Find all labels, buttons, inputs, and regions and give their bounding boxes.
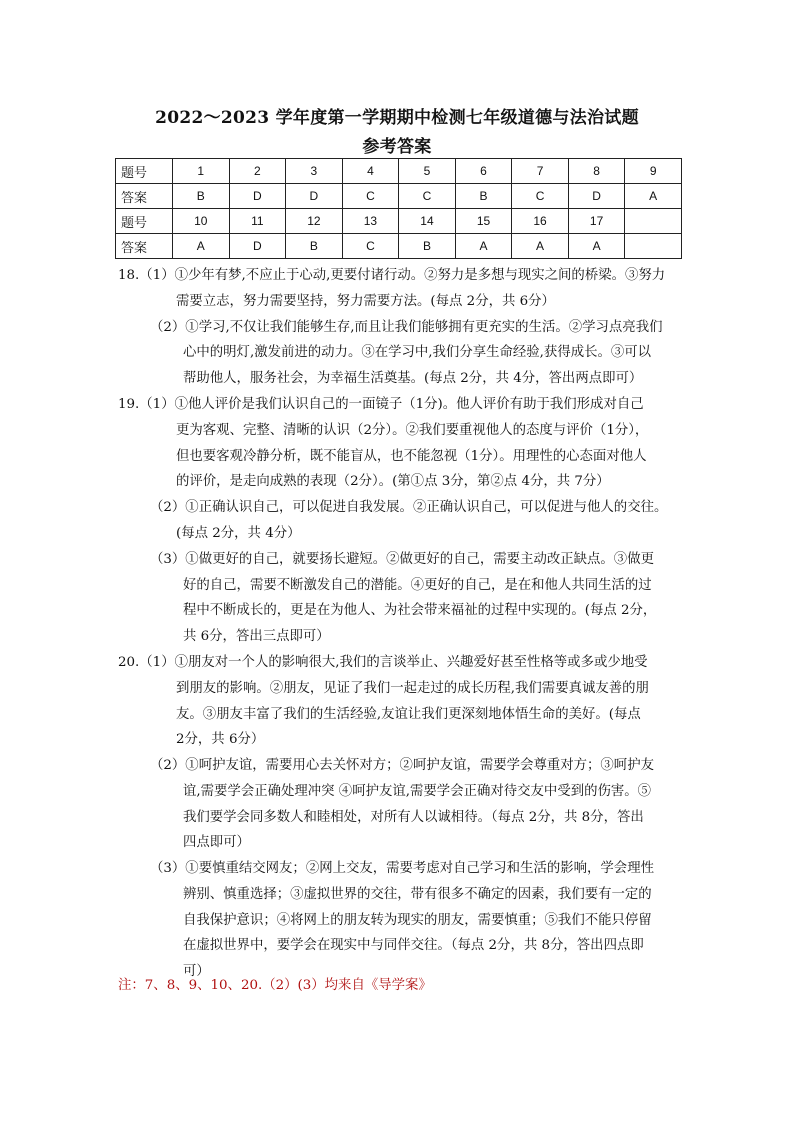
table-cell: B <box>286 234 343 259</box>
table-cell: 1 <box>173 159 230 184</box>
table-cell: D <box>286 184 343 209</box>
answer-line: 帮助他人，服务社会，为幸福生活奠基。(每点 2分，共 4分，答出两点即可） <box>183 371 643 386</box>
answer-line: (每点 2分，共 4分） <box>176 526 301 541</box>
answer-line: （3）①要慎重结交网友；②网上交友，需要考虑对自己学习和生活的影响，学会理性 <box>150 861 654 876</box>
table-cell: 14 <box>399 209 456 234</box>
table-cell: 11 <box>229 209 286 234</box>
table-cell: D <box>229 234 286 259</box>
table-cell: A <box>173 234 230 259</box>
answer-line: 在虚拟世界中，要学会在现实中与同伴交往。（每点 2分，共 8分，答出四点即 <box>183 938 644 953</box>
table-cell: 15 <box>455 209 512 234</box>
table-cell: C <box>342 184 399 209</box>
page-title: 2022～2023 学年度第一学期期中检测七年级道德与法治试题 <box>155 108 639 128</box>
table-cell: 5 <box>399 159 456 184</box>
table-cell: C <box>399 184 456 209</box>
table-row <box>116 234 682 259</box>
answer-line: （2）①学习,不仅让我们能够生存,而且让我们能够拥有更充实的生活。②学习点亮我们 <box>150 320 663 335</box>
table-cell: C <box>342 234 399 259</box>
table-row <box>116 184 682 209</box>
answer-line: 但也要客观冷静分析，既不能盲从，也不能忽视（1分）。用理性的心态面对他人 <box>176 449 647 464</box>
table-cell: 7 <box>512 159 569 184</box>
answer-line: 我们要学会同多数人和睦相处，对所有人以诚相待。（每点 2分，共 8分，答出 <box>183 810 644 825</box>
row-header-cell: 答案 <box>116 184 173 209</box>
table-row <box>116 159 682 184</box>
table-cell: D <box>229 184 286 209</box>
answer-line: 好的自己，需要不断激发自己的潜能。④更好的自己，是在和他人共同生活的过 <box>183 578 652 593</box>
row-header-cell: 答案 <box>116 234 173 259</box>
answer-line: 共 6分，答出三点即可） <box>183 629 330 644</box>
table-cell: B <box>455 184 512 209</box>
answer-line: 友。③朋友丰富了我们的生活经验,友谊让我们更深刻地体悟生命的美好。(每点 <box>176 707 641 722</box>
answer-line: 18.（1）①少年有梦,不应止于心动,更要付诸行动。②努力是多想与现实之间的桥梁。③努力 <box>118 268 666 283</box>
row-header-cell: 题号 <box>116 209 173 234</box>
table-cell: 8 <box>568 159 625 184</box>
table-cell: A <box>455 234 512 259</box>
answer-line: 更为客观、完整、清晰的认识（2分）。②我们要重视他人的态度与评价（1分）， <box>176 423 649 438</box>
table-cell: A <box>568 234 625 259</box>
row-header-cell: 题号 <box>116 159 173 184</box>
answer-line: 辨别、慎重选择；③虚拟世界的交往，带有很多不确定的因素，我们要有一定的 <box>183 887 652 902</box>
answer-line: 程中不断成长的，更是在为他人、为社会带来福祉的过程中实现的。(每点 2分， <box>183 603 657 618</box>
answer-line: 需要立志，努力需要坚持，努力需要方法。(每点 2分，共 6分） <box>176 294 555 309</box>
answer-line: 到朋友的影响。②朋友，见证了我们一起走过的成长历程,我们需要真诚友善的朋 <box>176 681 649 696</box>
table-cell: 6 <box>455 159 512 184</box>
table-cell: 4 <box>342 159 399 184</box>
answer-line: （2）①呵护友谊，需要用心去关怀对方；②呵护友谊，需要学会尊重对方；③呵护友 <box>150 758 654 773</box>
table-cell: 13 <box>342 209 399 234</box>
answer-line: 20.（1）①朋友对一个人的影响很大,我们的言谈举止、兴趣爱好甚至性格等或多或少地受 <box>118 655 648 670</box>
answer-line: 可） <box>183 964 210 979</box>
table-cell: B <box>399 234 456 259</box>
answer-line: （2）①正确认识自己，可以促进自我发展。②正确认识自己，可以促进与他人的交往。 <box>150 500 668 515</box>
table-cell <box>625 234 682 259</box>
answer-line: 2分，共 6分） <box>176 732 265 747</box>
answer-line: （3）①做更好的自己，就要扬长避短。②做更好的自己，需要主动改正缺点。③做更 <box>150 552 654 567</box>
answer-line: 谊,需要学会正确处理冲突 ④呵护友谊,需要学会正确对待交友中受到的伤害。⑤ <box>183 784 652 799</box>
table-cell: 16 <box>512 209 569 234</box>
page-subtitle: 参考答案 <box>362 137 432 157</box>
table-cell: A <box>512 234 569 259</box>
table-cell: A <box>625 184 682 209</box>
table-cell: B <box>173 184 230 209</box>
table-cell: 17 <box>568 209 625 234</box>
table-cell: 10 <box>173 209 230 234</box>
table-row <box>116 209 682 234</box>
table-cell: 9 <box>625 159 682 184</box>
table-cell: 2 <box>229 159 286 184</box>
table-cell: C <box>512 184 569 209</box>
answer-line: 19.（1）①他人评价是我们认识自己的一面镜子（1分)。他人评价有助于我们形成对自己 <box>118 397 644 412</box>
table-cell <box>625 209 682 234</box>
answer-line: 自我保护意识；④将网上的朋友转为现实的朋友，需要慎重；⑤我们不能只停留 <box>183 913 652 928</box>
answer-line: 四点即可） <box>183 835 250 850</box>
table-cell: 12 <box>286 209 343 234</box>
table-cell: D <box>568 184 625 209</box>
source-note: 注：7、8、9、10、20.（2）(3）均来自《导学案》 <box>118 978 432 993</box>
table-cell: 3 <box>286 159 343 184</box>
answer-line: 的评价，是走向成熟的表现（2分）。(第①点 3分，第②点 4分，共 7分） <box>176 474 610 489</box>
answer-line: 心中的明灯,激发前进的动力。③在学习中,我们分享生命经验,获得成长。③可以 <box>183 345 652 360</box>
answer-table <box>115 158 682 259</box>
